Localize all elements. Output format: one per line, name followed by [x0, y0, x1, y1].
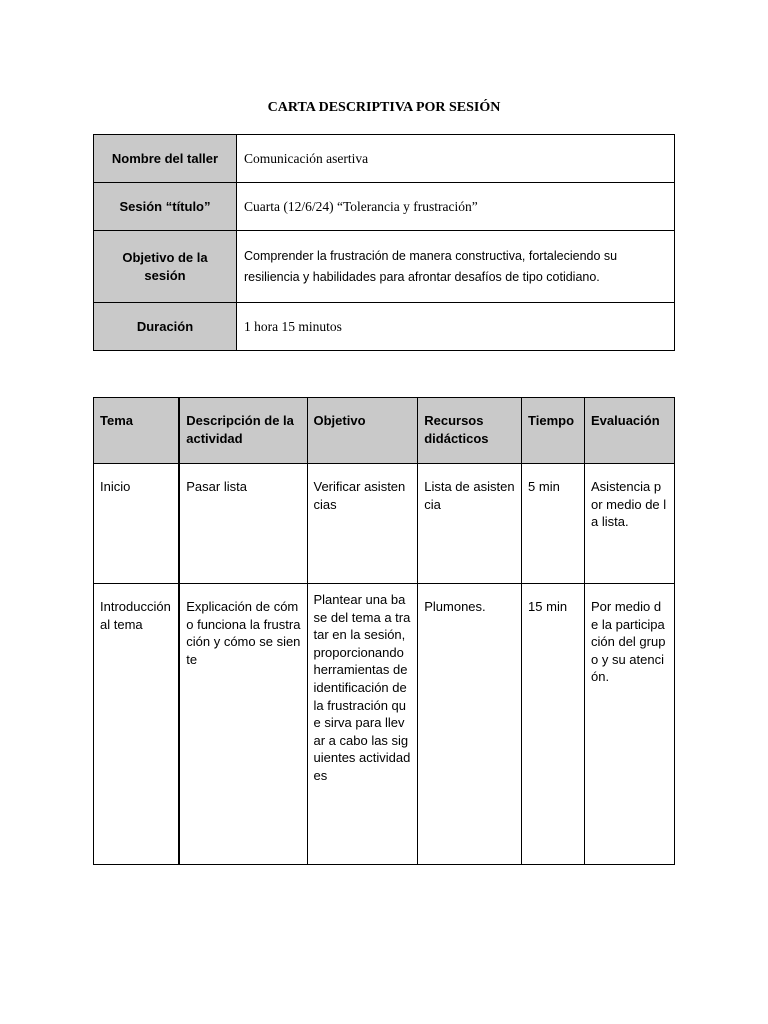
- cell-tiempo: 15 min: [522, 584, 585, 865]
- header-tema: Tema: [94, 398, 180, 464]
- table-row: [94, 464, 675, 584]
- taller-label: Nombre del taller: [94, 135, 237, 183]
- header-recursos: Recursos didácticos: [418, 398, 522, 464]
- cell-evaluacion: Por medio de la participación del grupo y su atención.: [585, 584, 675, 865]
- cell-tiempo: 5 min: [522, 464, 585, 584]
- cell-tema: Introducción al tema: [94, 584, 180, 865]
- sesion-label: Sesión “título”: [94, 183, 237, 231]
- objetivo-label: Objetivo de la sesión: [94, 231, 237, 303]
- table-row: [94, 584, 675, 865]
- cell-tema: Inicio: [94, 464, 180, 584]
- taller-value: Comunicación asertiva: [237, 135, 675, 183]
- info-row-objetivo: [94, 231, 675, 303]
- duracion-value: 1 hora 15 minutos: [237, 303, 675, 351]
- header-evaluacion: Evaluación: [585, 398, 675, 464]
- activities-table: [93, 397, 675, 865]
- session-info-table: [93, 134, 675, 351]
- header-tiempo: Tiempo: [522, 398, 585, 464]
- info-row-sesion: [94, 183, 675, 231]
- cell-evaluacion: Asistencia por medio de la lista.: [585, 464, 675, 584]
- duracion-label: Duración: [94, 303, 237, 351]
- info-row-taller: [94, 135, 675, 183]
- header-descripcion: Descripción de la actividad: [179, 398, 307, 464]
- cell-objetivo: Verificar asistencias: [307, 464, 418, 584]
- objetivo-value: Comprender la frustración de manera constructiva, fortaleciendo su resiliencia y habilidades para afrontar desafíos de tipo cotidiano.: [237, 231, 675, 303]
- activities-header-row: [94, 398, 675, 464]
- cell-recursos: Lista de asistencia: [418, 464, 522, 584]
- cell-recursos: Plumones.: [418, 584, 522, 865]
- info-row-duracion: [94, 303, 675, 351]
- cell-descripcion: Explicación de cómo funciona la frustración y cómo se siente: [179, 584, 307, 865]
- page-title: CARTA DESCRIPTIVA POR SESIÓN: [267, 100, 501, 115]
- header-objetivo: Objetivo: [307, 398, 418, 464]
- cell-descripcion: Pasar lista: [179, 464, 307, 584]
- cell-objetivo: Plantear una base del tema a tratar en la sesión, proporcionando herramientas de identificación de la frustración que sirva para llevar a cabo las siguientes actividades: [307, 584, 418, 865]
- sesion-value: Cuarta (12/6/24) “Tolerancia y frustración”: [237, 183, 675, 231]
